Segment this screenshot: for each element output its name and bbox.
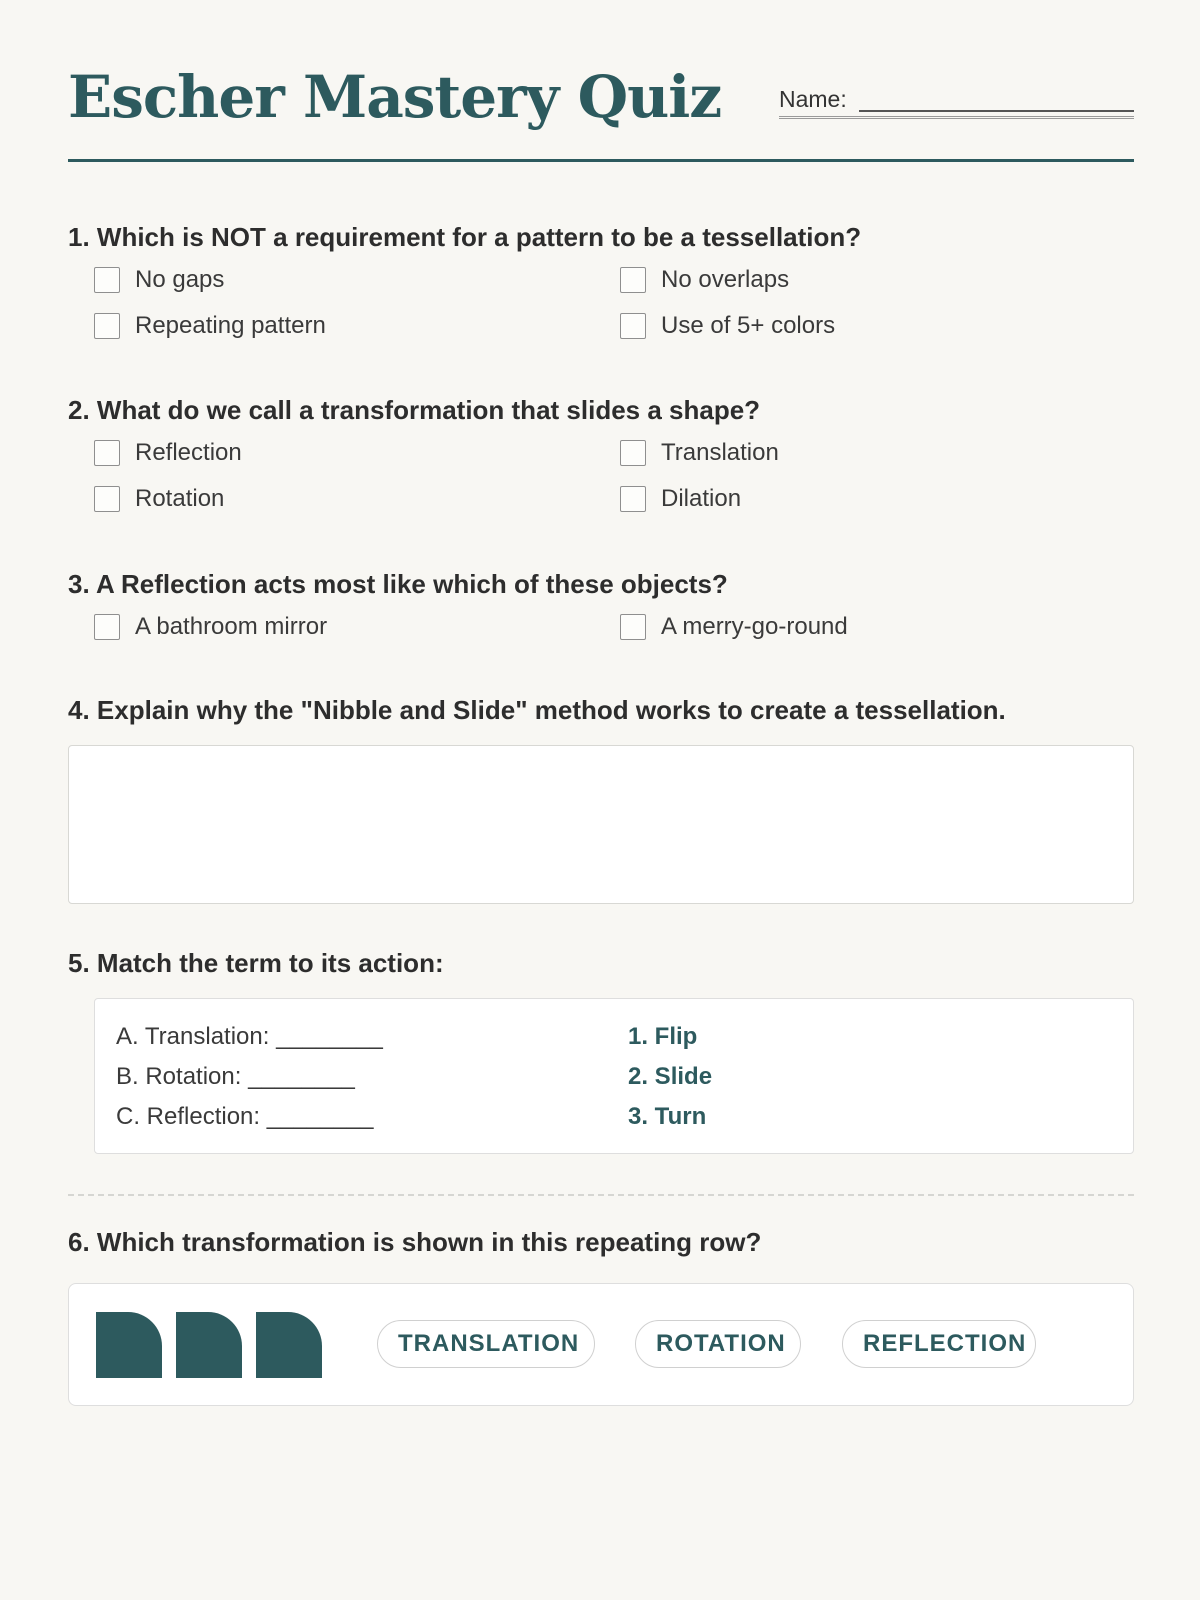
question-2 xyxy=(68,394,1134,514)
checkbox[interactable] xyxy=(94,486,120,512)
match-action-slide: 2. Slide xyxy=(628,1063,713,1090)
explanation-answer-box[interactable] xyxy=(68,745,1134,904)
question-2-emphasis: slides xyxy=(566,395,641,425)
question-1-text: 1. Which is NOT a requirement for a pattern to be a tessellation? xyxy=(68,222,862,252)
choice-rotation-button[interactable]: ROTATION xyxy=(635,1320,801,1368)
question-3-options xyxy=(94,612,1134,642)
q3-option-merry-go-round[interactable] xyxy=(620,612,848,642)
option-label: A bathroom mirror xyxy=(135,613,328,640)
checkbox[interactable] xyxy=(94,614,120,640)
question-6-text: 6. Which transformation is shown in this repeating row? xyxy=(68,1227,762,1257)
question-2-text xyxy=(68,394,1134,426)
question-1-options xyxy=(94,265,1134,341)
page-title: Escher Mastery Quiz xyxy=(68,63,722,131)
question-3-text xyxy=(68,568,1134,600)
checkbox[interactable] xyxy=(620,486,646,512)
question-5 xyxy=(68,947,1134,979)
match-terms xyxy=(116,1017,383,1137)
q2-option-dilation[interactable] xyxy=(620,484,741,514)
question-2-options xyxy=(94,438,1134,514)
transformation-example-panel xyxy=(68,1283,1134,1406)
option-label: Repeating pattern xyxy=(135,312,326,339)
checkbox[interactable] xyxy=(94,267,120,293)
question-3-emphasis: Reflection xyxy=(120,569,247,599)
pattern-shape xyxy=(256,1312,322,1378)
section-divider xyxy=(68,1194,1134,1196)
choice-reflection-button[interactable]: REFLECTION xyxy=(842,1320,1036,1368)
question-2-prefix: 2. What do we call a transformation that xyxy=(68,395,567,425)
question-1 xyxy=(68,221,1134,341)
q3-option-mirror[interactable] xyxy=(94,612,327,642)
name-field[interactable] xyxy=(779,86,1134,119)
question-6 xyxy=(68,1226,1134,1258)
q1-option-repeating-pattern[interactable] xyxy=(94,311,326,341)
name-label: Name: xyxy=(779,86,847,112)
question-4 xyxy=(68,694,1134,726)
option-label: Use of 5+ colors xyxy=(661,312,836,339)
q1-option-no-overlaps[interactable] xyxy=(620,265,789,295)
header-divider xyxy=(68,159,1134,162)
match-action-flip: 1. Flip xyxy=(628,1023,698,1050)
match-term-rotation[interactable]: B. Rotation: ________ xyxy=(116,1063,355,1090)
checkbox[interactable] xyxy=(620,267,646,293)
checkbox[interactable] xyxy=(620,313,646,339)
q2-option-translation[interactable] xyxy=(620,438,779,468)
option-label: Translation xyxy=(661,439,779,466)
option-label: Reflection xyxy=(135,439,242,466)
checkbox[interactable] xyxy=(620,614,646,640)
match-term-reflection[interactable]: C. Reflection: ________ xyxy=(116,1103,374,1130)
option-label: No gaps xyxy=(135,266,225,293)
q2-option-rotation[interactable] xyxy=(94,484,224,514)
pattern-shape xyxy=(176,1312,242,1378)
question-3 xyxy=(68,568,1134,642)
option-label: Dilation xyxy=(661,485,742,512)
match-action-turn: 3. Turn xyxy=(628,1103,707,1130)
quiz-header xyxy=(68,62,1134,162)
checkbox[interactable] xyxy=(620,440,646,466)
choice-translation-button[interactable]: TRANSLATION xyxy=(377,1320,595,1368)
checkbox[interactable] xyxy=(94,313,120,339)
question-5-text: 5. Match the term to its action: xyxy=(68,948,444,978)
pattern-shape xyxy=(96,1312,162,1378)
q2-option-reflection[interactable] xyxy=(94,438,242,468)
match-actions xyxy=(628,1017,712,1137)
q1-option-colors[interactable] xyxy=(620,311,835,341)
option-label: Rotation xyxy=(135,485,225,512)
checkbox[interactable] xyxy=(94,440,120,466)
question-3-prefix: 3. A xyxy=(68,569,121,599)
option-label: A merry-go-round xyxy=(661,613,848,640)
option-label: No overlaps xyxy=(661,266,790,293)
match-term-translation[interactable]: A. Translation: ________ xyxy=(116,1023,383,1050)
q1-option-no-gaps[interactable] xyxy=(94,265,224,295)
name-input-line[interactable] xyxy=(859,110,1134,112)
question-3-suffix: acts most like which of these objects? xyxy=(246,569,728,599)
question-4-text: 4. Explain why the "Nibble and Slide" method works to create a tessellation. xyxy=(68,695,1006,725)
question-2-suffix: a shape? xyxy=(640,395,761,425)
matching-panel xyxy=(94,998,1134,1154)
